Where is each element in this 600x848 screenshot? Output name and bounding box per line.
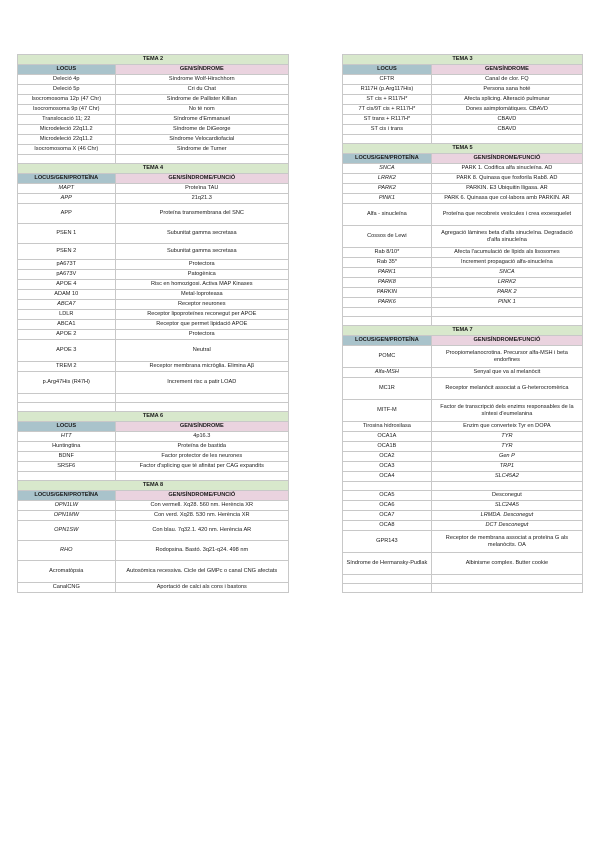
gene-cell: PINK 1 bbox=[431, 298, 582, 308]
table-row bbox=[18, 184, 289, 194]
gene-cell: Senyal que va al melanòcit bbox=[431, 368, 582, 378]
gene-cell: Síndrome Wolf-Hirschhorn bbox=[115, 75, 288, 85]
gene-cell: 4p16.3 bbox=[115, 432, 288, 442]
table-row bbox=[343, 75, 583, 85]
tema3-title-row bbox=[343, 55, 583, 65]
section-title: TEMA 6 bbox=[18, 412, 289, 422]
section-title: TEMA 3 bbox=[343, 55, 583, 65]
empty-cell bbox=[115, 472, 288, 481]
locus-cell: TREM 2 bbox=[18, 362, 116, 372]
tema4-title-row bbox=[18, 164, 289, 174]
locus-cell: OCA1A bbox=[343, 432, 432, 442]
table-row bbox=[343, 422, 583, 432]
tema2-title-row bbox=[18, 55, 289, 65]
table-row bbox=[18, 244, 289, 260]
locus-cell: Alfa-MSH bbox=[343, 368, 432, 378]
locus-cell: GPR143 bbox=[343, 531, 432, 553]
table-row bbox=[18, 541, 289, 561]
gene-cell: Persona sana hoté bbox=[431, 85, 582, 95]
table-row bbox=[18, 135, 289, 145]
table-row bbox=[18, 290, 289, 300]
empty-cell bbox=[18, 472, 116, 481]
gene-cell: Aportació de calci als cons i bastons bbox=[115, 583, 288, 593]
locus-cell: POMC bbox=[343, 346, 432, 368]
table-row bbox=[343, 125, 583, 135]
tema4-header-row bbox=[18, 174, 289, 184]
gene-cell: Protectora bbox=[115, 260, 288, 270]
locus-cell: OCA7 bbox=[343, 511, 432, 521]
locus-cell: Microdeleció 22q11.2 bbox=[18, 135, 116, 145]
gene-cell: Subunitat gamma secretasa bbox=[115, 244, 288, 260]
column-header: LOCUS bbox=[18, 422, 116, 432]
right-table bbox=[342, 54, 583, 593]
gene-cell: TYR bbox=[431, 432, 582, 442]
table-row bbox=[18, 432, 289, 442]
table-row bbox=[343, 521, 583, 531]
table-row bbox=[343, 278, 583, 288]
locus-cell: ABCA7 bbox=[18, 300, 116, 310]
table-row bbox=[343, 115, 583, 125]
column-header: LOCUS bbox=[18, 65, 116, 75]
gene-cell: PARKIN. E3 Ubiquitin lligasa. AR bbox=[431, 184, 582, 194]
gene-cell: 21q21.3 bbox=[115, 194, 288, 204]
table-row bbox=[18, 125, 289, 135]
locus-cell: BDNF bbox=[18, 452, 116, 462]
table-row bbox=[343, 452, 583, 462]
locus-cell: OPN1SW bbox=[18, 521, 116, 541]
locus-cell: CanalCNG bbox=[18, 583, 116, 593]
locus-cell: PINK1 bbox=[343, 194, 432, 204]
locus-cell: ADAM 10 bbox=[18, 290, 116, 300]
locus-cell: APP bbox=[18, 194, 116, 204]
table-row bbox=[343, 226, 583, 248]
empty-cell bbox=[18, 394, 116, 403]
gene-cell: Receptor de membrana associat a proteïna G als melanòcits. OA bbox=[431, 531, 582, 553]
gene-cell: SLC45A2 bbox=[431, 472, 582, 482]
table-row bbox=[18, 320, 289, 330]
table-row bbox=[18, 340, 289, 362]
gene-cell: TYR bbox=[431, 442, 582, 452]
gene-cell: Rodopsina. Bastó. 3q21-q24. 498 nm bbox=[115, 541, 288, 561]
table-row bbox=[18, 85, 289, 95]
left-table bbox=[17, 54, 289, 593]
empty-cell bbox=[343, 317, 432, 326]
tema7-title-row bbox=[343, 326, 583, 336]
table-row bbox=[343, 164, 583, 174]
table-row bbox=[18, 362, 289, 372]
locus-cell: LDLR bbox=[18, 310, 116, 320]
table-row bbox=[343, 462, 583, 472]
spacer-row bbox=[343, 584, 583, 593]
locus-cell: APOE 2 bbox=[18, 330, 116, 340]
table-row bbox=[18, 280, 289, 290]
empty-cell bbox=[115, 155, 288, 164]
table-row bbox=[18, 462, 289, 472]
locus-cell: MAPT bbox=[18, 184, 116, 194]
tema8-header-row bbox=[18, 491, 289, 501]
gene-cell: Increment propagació alfa-sinucleïna bbox=[431, 258, 582, 268]
gene-cell: Risc en homozigosi. Activa MAP Kinases bbox=[115, 280, 288, 290]
table-row bbox=[343, 378, 583, 400]
locus-cell: LRRK2 bbox=[343, 174, 432, 184]
locus-cell: pA673T bbox=[18, 260, 116, 270]
table-row bbox=[343, 184, 583, 194]
empty-cell bbox=[343, 575, 432, 584]
locus-cell: MITF-M bbox=[343, 400, 432, 422]
table-row bbox=[343, 491, 583, 501]
locus-cell: 7T cis/9T cis + R117H* bbox=[343, 105, 432, 115]
gene-cell: Síndrome de DiGeorge bbox=[115, 125, 288, 135]
gene-cell: Síndrome d'Emmanuel bbox=[115, 115, 288, 125]
gene-cell: Agregació làmines beta d'alfa sinucleïna. Degradació d'alfa sinucleïna bbox=[431, 226, 582, 248]
empty-cell bbox=[343, 135, 432, 144]
locus-cell: OCA2 bbox=[343, 452, 432, 462]
gene-cell: Afecta l'acumulació de lípids als lisosomes bbox=[431, 248, 582, 258]
table-row bbox=[343, 442, 583, 452]
locus-cell: PARK2 bbox=[343, 184, 432, 194]
gene-cell: PARK 2 bbox=[431, 288, 582, 298]
column-header: GEN/SÍNDROME/FUNCIÓ bbox=[431, 154, 582, 164]
gene-cell: Proteïna de bastida bbox=[115, 442, 288, 452]
gene-cell: SNCA bbox=[431, 268, 582, 278]
spacer-row bbox=[343, 317, 583, 326]
empty-cell bbox=[18, 155, 116, 164]
spacer-row bbox=[18, 155, 289, 164]
empty-cell bbox=[343, 308, 432, 317]
table-row bbox=[18, 224, 289, 244]
column-header: LOCUS/GEN/PROTEÏNA bbox=[343, 154, 432, 164]
spacer-row bbox=[343, 575, 583, 584]
gene-cell: CBAVD bbox=[431, 115, 582, 125]
gene-cell: Factor de transcripció dels enzims responsables de la síntesi d'eumelanina bbox=[431, 400, 582, 422]
locus-cell: PARK6 bbox=[343, 298, 432, 308]
gene-cell: Síndrome de Pallister Killian bbox=[115, 95, 288, 105]
gene-cell: Receptor neurones bbox=[115, 300, 288, 310]
empty-cell bbox=[431, 308, 582, 317]
locus-cell: SRSF6 bbox=[18, 462, 116, 472]
gene-cell: Enzim que converteix Tyr en DOPA bbox=[431, 422, 582, 432]
column-header: GEN/SÍNDROME/FUNCIÓ bbox=[115, 491, 288, 501]
column-header: LOCUS bbox=[343, 65, 432, 75]
empty-cell bbox=[115, 394, 288, 403]
table-row bbox=[343, 85, 583, 95]
locus-cell: Rab 35* bbox=[343, 258, 432, 268]
empty-cell bbox=[343, 482, 432, 491]
locus-cell: Isocromosoma 9p (47 Chr) bbox=[18, 105, 116, 115]
table-row bbox=[343, 268, 583, 278]
table-row bbox=[343, 472, 583, 482]
locus-cell: ST trans + R117H* bbox=[343, 115, 432, 125]
table-row bbox=[18, 105, 289, 115]
gene-cell: Receptor membrana micròglia. Elimina Aβ bbox=[115, 362, 288, 372]
gene-cell: Canal de clor. FQ bbox=[431, 75, 582, 85]
gene-cell: DCT Desconegut bbox=[431, 521, 582, 531]
locus-cell: OCA8 bbox=[343, 521, 432, 531]
locus-cell: Microdeleció 22q11.2 bbox=[18, 125, 116, 135]
spacer-row bbox=[343, 135, 583, 144]
table-row bbox=[343, 400, 583, 422]
table-row bbox=[343, 174, 583, 184]
gene-cell: LRRK2 bbox=[431, 278, 582, 288]
column-header: GEN/SÍNDROME bbox=[431, 65, 582, 75]
table-row bbox=[343, 258, 583, 268]
spacer-row bbox=[18, 472, 289, 481]
empty-cell bbox=[431, 482, 582, 491]
column-header: GEN/SÍNDROME bbox=[115, 422, 288, 432]
section-title: TEMA 2 bbox=[18, 55, 289, 65]
table-row bbox=[18, 583, 289, 593]
gene-cell: Albinisme complex. Butter cookie bbox=[431, 553, 582, 575]
table-row bbox=[18, 115, 289, 125]
gene-cell: Síndrome de Turner bbox=[115, 145, 288, 155]
locus-cell: OCA4 bbox=[343, 472, 432, 482]
locus-cell: Isocromosoma X (46 Chr) bbox=[18, 145, 116, 155]
gene-cell: Con vermell. Xq28. 560 nm. Herència XR bbox=[115, 501, 288, 511]
gene-cell: Patogènica bbox=[115, 270, 288, 280]
gene-cell: Autosòmica recessiva. Cicle del GMPc o canal CNG afectats bbox=[115, 561, 288, 583]
locus-cell: OCA6 bbox=[343, 501, 432, 511]
column-header: LOCUS/GEN/PROTEÏNA bbox=[343, 336, 432, 346]
table-row bbox=[18, 452, 289, 462]
gene-cell: Con blau. 7q32.1. 420 nm. Herència AR bbox=[115, 521, 288, 541]
table-row bbox=[18, 310, 289, 320]
locus-cell: OPN1LW bbox=[18, 501, 116, 511]
empty-cell bbox=[18, 403, 116, 412]
column-header: LOCUS/GEN/PROTEÏNA bbox=[18, 174, 116, 184]
locus-cell: OCA5 bbox=[343, 491, 432, 501]
section-title: TEMA 4 bbox=[18, 164, 289, 174]
table-row bbox=[343, 368, 583, 378]
right-column bbox=[342, 54, 583, 593]
tema8-title-row bbox=[18, 481, 289, 491]
empty-cell bbox=[431, 317, 582, 326]
locus-cell: OCA3 bbox=[343, 462, 432, 472]
tema5-header-row bbox=[343, 154, 583, 164]
table-row bbox=[18, 204, 289, 224]
table-row bbox=[343, 95, 583, 105]
locus-cell: OCA1B bbox=[343, 442, 432, 452]
tema7-header-row bbox=[343, 336, 583, 346]
table-row bbox=[18, 442, 289, 452]
locus-cell: ST cis + R117H* bbox=[343, 95, 432, 105]
locus-cell: Deleció 4p bbox=[18, 75, 116, 85]
table-row bbox=[18, 270, 289, 280]
table-row bbox=[343, 511, 583, 521]
table-row bbox=[18, 561, 289, 583]
table-row bbox=[343, 288, 583, 298]
locus-cell: PSEN 2 bbox=[18, 244, 116, 260]
gene-cell: Cri du Chat bbox=[115, 85, 288, 95]
column-header: LOCUS/GEN/PROTEÏNA bbox=[18, 491, 116, 501]
section-title: TEMA 5 bbox=[343, 144, 583, 154]
spacer-row bbox=[18, 394, 289, 403]
gene-cell: Gen P bbox=[431, 452, 582, 462]
locus-cell: PARK1 bbox=[343, 268, 432, 278]
gene-cell: Receptor que permet lipidació APOE bbox=[115, 320, 288, 330]
gene-cell: Afecta splicing. Alteració pulmunar bbox=[431, 95, 582, 105]
locus-cell: APOE 4 bbox=[18, 280, 116, 290]
table-row bbox=[343, 194, 583, 204]
gene-cell: CBAVD bbox=[431, 125, 582, 135]
tema2-header-row bbox=[18, 65, 289, 75]
gene-cell: Increment risc a patir LOAD bbox=[115, 372, 288, 394]
gene-cell: Desconegut bbox=[431, 491, 582, 501]
locus-cell: SNCA bbox=[343, 164, 432, 174]
gene-cell: PARK 1. Codifica alfa sinucleïna. AD bbox=[431, 164, 582, 174]
table-row bbox=[18, 372, 289, 394]
gene-cell: No té nom bbox=[115, 105, 288, 115]
gene-cell: SLC24A5 bbox=[431, 501, 582, 511]
table-row bbox=[18, 95, 289, 105]
empty-cell bbox=[115, 403, 288, 412]
table-row bbox=[18, 511, 289, 521]
spacer-row bbox=[343, 308, 583, 317]
spacer-row bbox=[343, 482, 583, 491]
gene-cell: Receptor melanòcit associat a G-heterocromèrica bbox=[431, 378, 582, 400]
table-row bbox=[18, 194, 289, 204]
left-column bbox=[17, 54, 289, 593]
locus-cell: PARK8 bbox=[343, 278, 432, 288]
gene-cell: Neutral bbox=[115, 340, 288, 362]
table-row bbox=[18, 300, 289, 310]
locus-cell: Acromatòpsia bbox=[18, 561, 116, 583]
table-row bbox=[343, 346, 583, 368]
empty-cell bbox=[431, 135, 582, 144]
table-row bbox=[343, 105, 583, 115]
locus-cell: Deleció 5p bbox=[18, 85, 116, 95]
locus-cell: CFTR bbox=[343, 75, 432, 85]
column-header: GEN/SÍNDROME/FUNCIÓ bbox=[115, 174, 288, 184]
table-row bbox=[343, 204, 583, 226]
locus-cell: APP bbox=[18, 204, 116, 224]
column-header: GEN/SÍNDROME/FUNCIÓ bbox=[431, 336, 582, 346]
empty-cell bbox=[431, 584, 582, 593]
table-row bbox=[343, 248, 583, 258]
gene-cell: Proteïna que recobreix vesícules i crea exoesquelet bbox=[431, 204, 582, 226]
gene-cell: Síndrome Velocardiofacial bbox=[115, 135, 288, 145]
locus-cell: PSEN 1 bbox=[18, 224, 116, 244]
gene-cell: Subunitat gamma secretasa bbox=[115, 224, 288, 244]
locus-cell: RHO bbox=[18, 541, 116, 561]
table-row bbox=[343, 501, 583, 511]
locus-cell: p.Arg47His (R47H) bbox=[18, 372, 116, 394]
column-header: GEN/SÍNDROME bbox=[115, 65, 288, 75]
table-row bbox=[343, 298, 583, 308]
locus-cell: ST cis i trans bbox=[343, 125, 432, 135]
locus-cell: R117H (p.Arg117His) bbox=[343, 85, 432, 95]
tema3-header-row bbox=[343, 65, 583, 75]
gene-cell: Dones asimptomàtiques. CBAVD bbox=[431, 105, 582, 115]
locus-cell: pA673V bbox=[18, 270, 116, 280]
gene-cell: Factor protector de les neurones bbox=[115, 452, 288, 462]
tema5-title-row bbox=[343, 144, 583, 154]
table-row bbox=[18, 260, 289, 270]
section-title: TEMA 7 bbox=[343, 326, 583, 336]
locus-cell: PARKIN bbox=[343, 288, 432, 298]
gene-cell: Con verd. Xq28. 530 nm. Herència XR bbox=[115, 511, 288, 521]
locus-cell: MC1R bbox=[343, 378, 432, 400]
tema6-title-row bbox=[18, 412, 289, 422]
locus-cell: Translocació 11; 22 bbox=[18, 115, 116, 125]
gene-cell: Proopiomelanocrotina. Precursor alfa-MSH i beta endorfines bbox=[431, 346, 582, 368]
locus-cell: Cossos de Lewi bbox=[343, 226, 432, 248]
table-row bbox=[343, 531, 583, 553]
table-row bbox=[343, 432, 583, 442]
locus-cell: ABCA1 bbox=[18, 320, 116, 330]
locus-cell: Isocromosoma 12p (47 Chr) bbox=[18, 95, 116, 105]
gene-cell: LRMDA. Desconegut bbox=[431, 511, 582, 521]
locus-cell: Alfa - sinucleïna bbox=[343, 204, 432, 226]
gene-cell: Receptor lipoproteïnes reconegut per APOE bbox=[115, 310, 288, 320]
table-row bbox=[18, 501, 289, 511]
gene-cell: Proteïna transmembrana del SNC bbox=[115, 204, 288, 224]
table-row bbox=[18, 521, 289, 541]
table-row bbox=[18, 145, 289, 155]
spacer-row bbox=[18, 403, 289, 412]
gene-cell: Proteïna TAU bbox=[115, 184, 288, 194]
section-title: TEMA 8 bbox=[18, 481, 289, 491]
locus-cell: Tirosina hidroxilasa bbox=[343, 422, 432, 432]
empty-cell bbox=[343, 584, 432, 593]
gene-cell: Metal·loproteasa bbox=[115, 290, 288, 300]
gene-cell: PARK 6. Quinasa que col·labora amb PARKIN. AR bbox=[431, 194, 582, 204]
gene-cell: TRP1 bbox=[431, 462, 582, 472]
table-row bbox=[18, 330, 289, 340]
gene-cell: PARK 8. Quinasa que fosforila Rab8. AD bbox=[431, 174, 582, 184]
empty-cell bbox=[431, 575, 582, 584]
locus-cell: Síndrome de Hermansky-Pudlak bbox=[343, 553, 432, 575]
gene-cell: Protectora bbox=[115, 330, 288, 340]
locus-cell: Rab 8/10* bbox=[343, 248, 432, 258]
locus-cell: Huntingtina bbox=[18, 442, 116, 452]
locus-cell: OPN1MW bbox=[18, 511, 116, 521]
table-row bbox=[343, 553, 583, 575]
table-row bbox=[18, 75, 289, 85]
tema6-header-row bbox=[18, 422, 289, 432]
locus-cell: HTT bbox=[18, 432, 116, 442]
locus-cell: APOE 3 bbox=[18, 340, 116, 362]
gene-cell: Factor d'splicing que té afinitat per CAG expandits bbox=[115, 462, 288, 472]
